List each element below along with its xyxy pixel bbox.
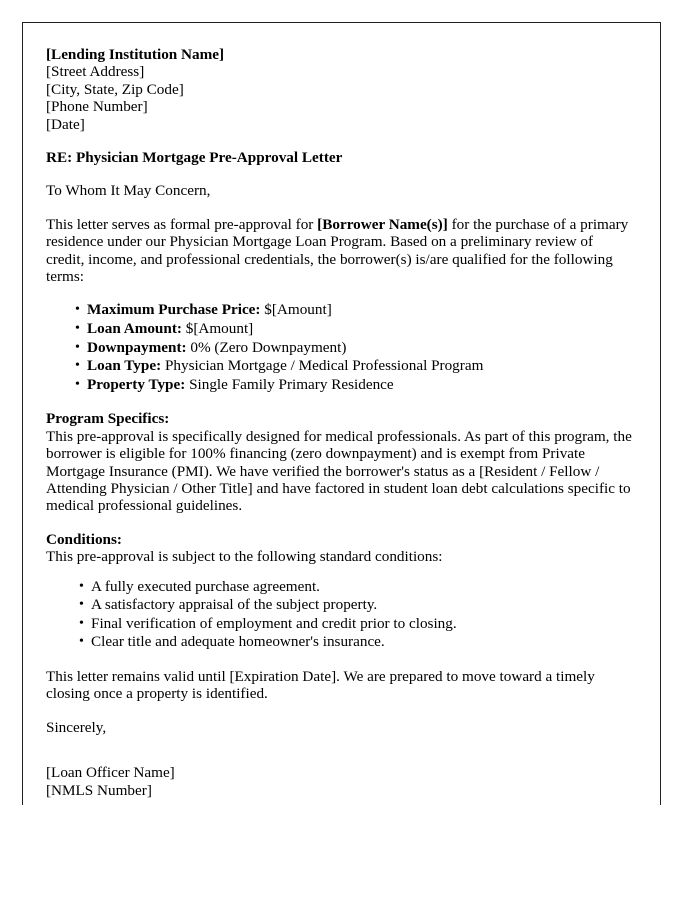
borrower-name-placeholder: [Borrower Name(s)] [317, 215, 448, 233]
loan-term-value: Physician Mortgage / Medical Professional Program [161, 357, 484, 375]
loan-term-item [46, 301, 632, 320]
loan-term-item [46, 339, 632, 358]
loan-term-label: Maximum Purchase Price: [87, 301, 261, 319]
spacer [46, 652, 632, 668]
intro-text-before: This letter serves as formal pre-approval for [46, 215, 318, 233]
closing-salutation: Sincerely, [46, 718, 107, 736]
loan-term-item [46, 357, 632, 376]
letter-body [46, 46, 632, 799]
spacer [46, 166, 632, 182]
loan-term-value: $[Amount] [181, 320, 254, 338]
loan-term-label: Loan Type: [87, 357, 162, 375]
spacer [46, 200, 632, 216]
intro-text-after: for the purchase of a primary residence under our Physician Mortgage Loan Program. Based on a preliminary review of credit, income, and professional credentials, the borrower(s) is/are qualified for the following terms: [46, 215, 629, 286]
spacer [46, 736, 632, 752]
letter-date: [Date] [46, 115, 85, 133]
intro-paragraph [46, 216, 632, 286]
loan-term-value: Single Family Primary Residence [185, 375, 394, 393]
conditions-list [46, 578, 632, 652]
condition-item: • A fully executed purchase agreement. [46, 578, 632, 597]
condition-item: • A satisfactory appraisal of the subject property. [46, 596, 632, 615]
loan-term-label: Loan Amount: [87, 320, 182, 338]
spacer [46, 133, 632, 149]
spacer [46, 752, 632, 764]
loan-term-value: 0% (Zero Downpayment) [186, 338, 347, 356]
loan-term-item [46, 320, 632, 339]
condition-item: • Clear title and adequate homeowner's insurance. [46, 633, 632, 652]
loan-term-label: Downpayment: [87, 338, 187, 356]
loan-term-value: $[Amount] [260, 301, 332, 319]
street-address: [Street Address] [46, 63, 145, 81]
signature-block [46, 764, 632, 799]
conditions-heading: Conditions: [46, 530, 122, 548]
nmls-number: [NMLS Number] [46, 781, 152, 799]
subject-line: RE: Physician Mortgage Pre-Approval Letter [46, 149, 343, 167]
spacer [46, 285, 632, 301]
loan-term-item [46, 376, 632, 395]
salutation: To Whom It May Concern, [46, 182, 211, 200]
lending-institution-name: [Lending Institution Name] [46, 46, 225, 63]
spacer [46, 515, 632, 531]
sender-address-block [46, 46, 632, 133]
conditions-intro: This pre-approval is subject to the following standard conditions: [46, 548, 443, 566]
spacer [46, 703, 632, 719]
condition-item: • Final verification of employment and credit prior to closing. [46, 615, 632, 634]
validity-paragraph: This letter remains valid until [Expiration Date]. We are prepared to move toward a timely closing once a property is identified. [46, 668, 595, 703]
program-specifics-body: This pre-approval is specifically designed for medical professionals. As part of this program, the borrower is eligible for 100% financing (zero downpayment) and is exempt from Private Mortgage Insurance (PMI). We have verified the borrower's status as a [Resident / Fellow / Attending Physician / Other Title] and have factored in student loan debt calculations specific to medical professional guidelines. [46, 427, 632, 515]
loan-terms-list [46, 301, 632, 394]
spacer [46, 566, 632, 578]
loan-officer-name: [Loan Officer Name] [46, 764, 175, 782]
phone-number: [Phone Number] [46, 98, 148, 116]
city-state-zip: [City, State, Zip Code] [46, 80, 184, 98]
spacer [46, 394, 632, 410]
program-specifics-heading: Program Specifics: [46, 410, 170, 428]
loan-term-label: Property Type: [87, 375, 186, 393]
